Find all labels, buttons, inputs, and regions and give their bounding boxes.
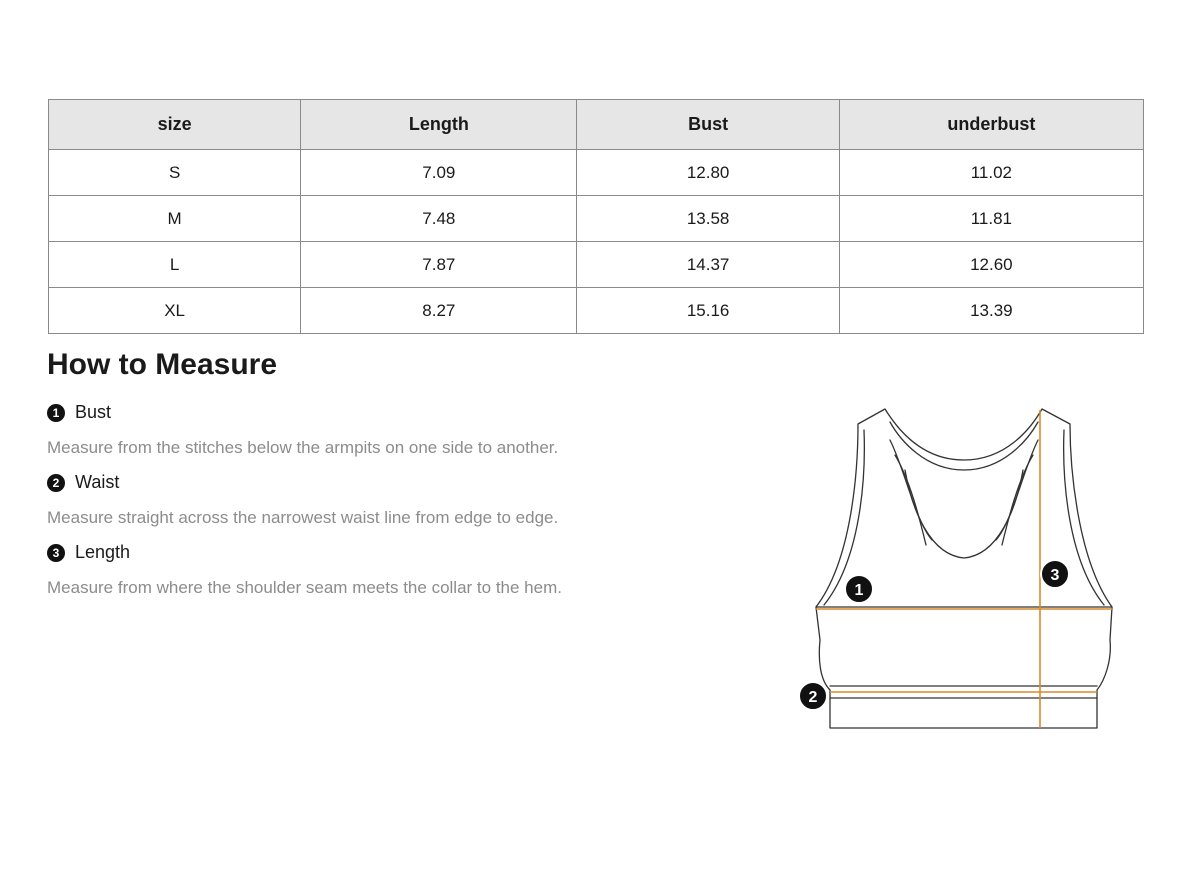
step-description: Measure from the stitches below the armpits on one side to another. <box>47 438 559 457</box>
marker-1-label: 1 <box>854 582 864 599</box>
header-underbust: underbust <box>839 100 1143 150</box>
cell-underbust: 12.60 <box>839 242 1143 288</box>
marker-2-icon <box>799 682 827 710</box>
number-2-icon: 2 <box>47 474 65 492</box>
how-to-measure-title: How to Measure <box>47 348 278 381</box>
cell-size: M <box>49 196 301 242</box>
table-row <box>49 196 1144 242</box>
step-label: Bust <box>75 402 112 422</box>
cell-size: XL <box>49 288 301 334</box>
cell-bust: 15.16 <box>577 288 839 334</box>
cell-length: 8.27 <box>301 288 577 334</box>
number-1-icon: 1 <box>47 404 65 422</box>
number-3-icon: 3 <box>47 544 65 562</box>
step-length <box>47 542 130 563</box>
size-chart-table <box>48 99 1144 334</box>
marker-2-label: 2 <box>808 689 818 706</box>
cell-length: 7.87 <box>301 242 577 288</box>
cell-underbust: 11.02 <box>839 150 1143 196</box>
step-bust <box>47 402 111 423</box>
step-label: Length <box>75 542 131 562</box>
sports-bra-diagram <box>790 400 1130 745</box>
cell-bust: 13.58 <box>577 196 839 242</box>
header-length: Length <box>301 100 577 150</box>
table-row <box>49 242 1144 288</box>
table-row <box>49 150 1144 196</box>
cell-length: 7.48 <box>301 196 577 242</box>
step-description: Measure straight across the narrowest waist line from edge to edge. <box>47 508 559 527</box>
cell-size: L <box>49 242 301 288</box>
step-label: Waist <box>75 472 120 492</box>
cell-underbust: 13.39 <box>839 288 1143 334</box>
marker-3-icon <box>1041 560 1069 588</box>
cell-bust: 14.37 <box>577 242 839 288</box>
marker-3-label: 3 <box>1050 567 1060 584</box>
cell-underbust: 11.81 <box>839 196 1143 242</box>
cell-length: 7.09 <box>301 150 577 196</box>
header-size: size <box>49 100 301 150</box>
cell-bust: 12.80 <box>577 150 839 196</box>
table-row <box>49 288 1144 334</box>
table-header-row <box>49 100 1144 150</box>
header-bust: Bust <box>577 100 839 150</box>
marker-1-icon <box>845 575 873 603</box>
step-waist <box>47 472 119 493</box>
step-description: Measure from where the shoulder seam meets the collar to the hem. <box>47 578 562 597</box>
cell-size: S <box>49 150 301 196</box>
